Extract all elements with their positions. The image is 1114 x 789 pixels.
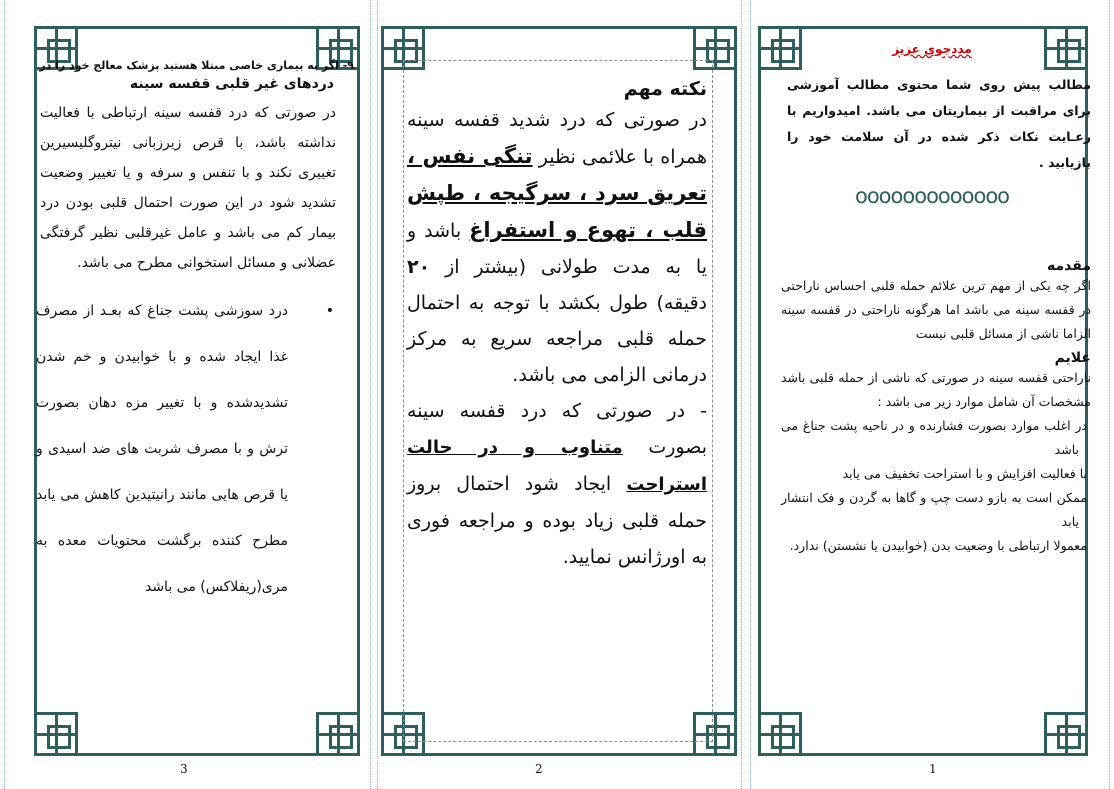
symptoms-text: ناراحتی قفسه سینه در صورتی که ناشی از حمله قلبی باشد مشخصات آن شامل موارد زیر می باشد : <box>781 370 1091 409</box>
page-1 <box>747 0 1114 789</box>
bullet-item <box>36 288 334 610</box>
symptom-emphasis: تنگی نفس ، <box>407 144 533 168</box>
list-item: در اغلب موارد بصورت فشارنده و در ناحیه پشت جناغ می باشد <box>781 418 1087 457</box>
section-heading-symptoms: علایم <box>1054 350 1091 366</box>
symptom-emphasis: تعریق سرد ، سرگیجه ، طپش <box>407 181 707 205</box>
page-3 <box>2 0 372 789</box>
note-text-1: در صورتی که درد شدید قفسه سینه همراه با علائمی نظیر <box>407 109 708 168</box>
corner-ornament <box>34 712 78 756</box>
note-text-5: ایجاد شود احتمال بروز حمله قلبی زیاد بوده و مراجعه فوری به اورژانس نمایید. <box>407 473 707 568</box>
decorative-divider: ooooooooooooo <box>854 184 1010 208</box>
corner-ornament <box>316 712 360 756</box>
note-text-4: - در صورتی که درد قفسه سینه بصورت <box>407 400 707 458</box>
symptom-list <box>773 414 1091 558</box>
section-paragraph: در صورتی که درد قفسه سینه ارتباطی با فعالیت نداشته باشد، با قرص زیرزبانی نیتروگلیسیرین تغییری نکند و با تنفس و سرفه و یا تغییر وضعیت تشدید شود در این صورت احتمال قلبی بودن درد بیمار کم می باشد و عامل غیرقلبی نظیر گرفتگی عضلانی و مسائل استخوانی مطرح می باشد. <box>40 105 336 271</box>
numbered-tip: ۹- اگر به بیماری خاصی مبتلا هستید پزشک معالج خود را در <box>39 59 354 72</box>
page-2 <box>375 0 743 789</box>
important-note-heading: نکته مهم <box>623 78 707 100</box>
section-heading-intro: مقدمه <box>1047 258 1091 274</box>
page-title: مددجوی عزیز <box>892 42 972 56</box>
corner-ornament <box>758 712 802 756</box>
important-note-text <box>407 102 707 575</box>
pattern-emphasis: متناوب و در حالت استراحت <box>407 437 708 495</box>
note-text-2: باشد و یا به مدت طولانی (بیشتر از <box>407 220 707 278</box>
bullet-dot: • <box>325 303 334 319</box>
list-item: با فعالیت افزایش و با استراحت تخفیف می یابد <box>842 466 1087 481</box>
list-item: ممکن است به بازو دست چپ و گاها به گردن و فک انتشار یابد <box>781 490 1087 529</box>
intro-section-text: اگر چه یکی از مهم ترین علائم حمله قلبی احساس ناراحتی در قفسه سینه می باشد اما هرگونه ناراحتی در قفسه سینه الزاما ناشی از مسائل قلبی نیست <box>781 278 1091 341</box>
list-item: معمولا ارتباطی با وضعیت بدن (خوابیدن یا نشستن) ندارد. <box>789 538 1087 553</box>
page-1-content <box>773 42 1091 558</box>
page-number: 2 <box>535 762 543 776</box>
note-text-3: دقیقه) طول بکشد با توجه به احتمال حمله قلبی مراجعه سریع به مرکز درمانی الزامی می باشد. <box>407 292 707 386</box>
duration-number: ۲۰ <box>407 256 431 278</box>
page-number: 1 <box>929 762 937 776</box>
section-heading: دردهای غیر قلبی قفسه سینه <box>129 76 334 92</box>
intro-paragraph: مطالب پیش روی شما محتوی مطالب آموزشی برای مراقبت از بیماریتان می باشد. امیدواریم با رعـایت نکات ذکر شده در آن سلامت خود را بازیابید . <box>787 77 1091 170</box>
bullet-text: درد سوزشی پشت جناغ که بعـد از مصرف غذا ایجاد شده و با خوابیدن و خم شدن تشدیدشده و با تغییر مزه دهان بصورت ترش و با مصرف شربت های ضد اسیدی و یا قرص هایی مانند رانیتیدین کاهش می یابد مطرح کننده برگشت محتویات معده به مری(ریفلاکس) می باشد <box>36 303 288 595</box>
symptom-emphasis: قلب ، تهوع و استفراغ <box>469 218 707 242</box>
page-2-content <box>407 76 707 575</box>
page-number: 3 <box>180 762 188 776</box>
page-3-content <box>36 58 354 610</box>
corner-ornament <box>1044 712 1088 756</box>
